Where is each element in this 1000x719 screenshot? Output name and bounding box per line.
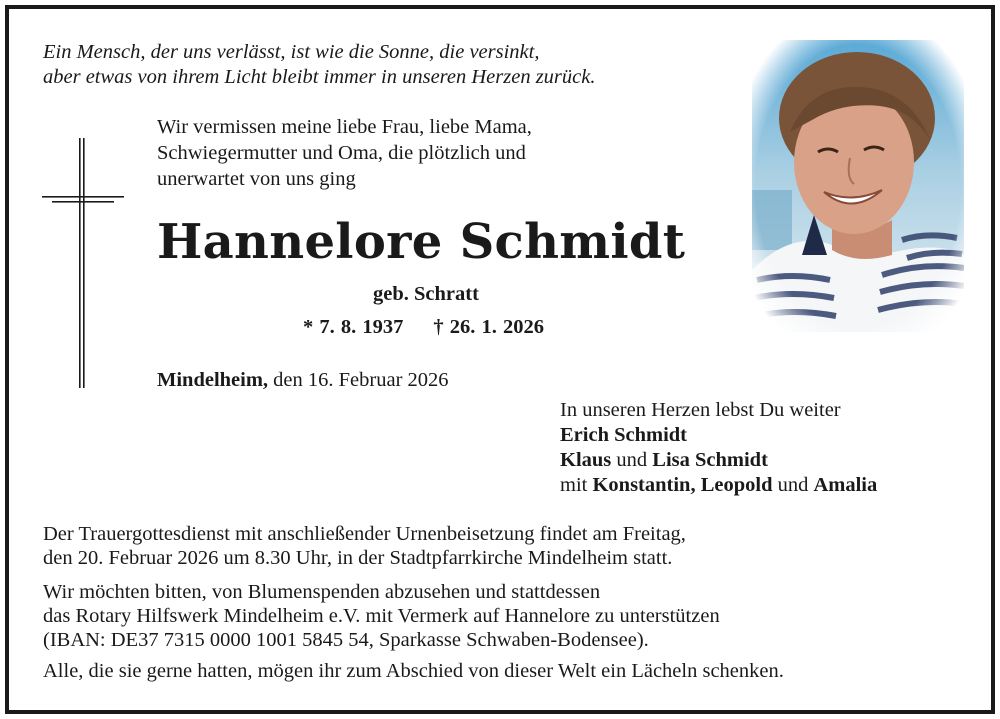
conjunction: und xyxy=(772,474,814,496)
family-member-lisa: Lisa Schmidt xyxy=(652,449,768,471)
conjunction: und xyxy=(611,449,653,471)
family-member-erich: Erich Schmidt xyxy=(560,424,687,446)
motto xyxy=(43,40,595,90)
grandchildren: Konstantin, Leopold xyxy=(592,474,773,496)
grandchild-amalia: Amalia xyxy=(813,474,878,496)
motto-line-1: Ein Mensch, der uns verlässt, ist wie die Sonne, die versinkt, xyxy=(43,41,540,63)
intro-line-3: unerwartet von uns ging xyxy=(157,168,356,190)
closing-line: Alle, die sie gerne hatten, mögen ihr zum Abschied von dieser Welt ein Lächeln schenken. xyxy=(43,660,784,682)
place: Mindelheim, xyxy=(157,369,269,391)
portrait-photo xyxy=(752,40,964,332)
life-dates xyxy=(303,316,544,339)
family-line-1: In unseren Herzen lebst Du weiter xyxy=(560,399,841,421)
place-date xyxy=(157,369,449,392)
intro-line-1: Wir vermissen meine liebe Frau, liebe Mama, xyxy=(157,116,532,138)
date: den 16. Februar 2026 xyxy=(268,369,449,391)
donation-line-3: (IBAN: DE37 7315 0000 1001 5845 54, Sparkasse Schwaben-Bodensee). xyxy=(43,629,649,651)
donation-line-1: Wir möchten bitten, von Blumenspenden abzusehen und stattdessen xyxy=(43,581,601,603)
donation-line-2: das Rotary Hilfswerk Mindelheim e.V. mit Vermerk auf Hannelore zu unterstützen xyxy=(43,605,720,627)
death-date: † 26. 1. 2026 xyxy=(433,316,544,338)
donation-info xyxy=(43,580,720,652)
family-member-klaus: Klaus xyxy=(560,449,612,471)
service-info xyxy=(43,522,686,570)
service-line-1: Der Trauergottesdienst mit anschließender Urnenbeisetzung findet am Freitag, xyxy=(43,523,686,545)
prefix: mit xyxy=(560,474,593,496)
cross-icon xyxy=(40,138,126,390)
intro-text xyxy=(157,114,532,192)
birth-date: * 7. 8. 1937 xyxy=(303,316,404,338)
intro-line-2: Schwiegermutter und Oma, die plötzlich und xyxy=(157,142,526,164)
deceased-name: Hannelore Schmidt xyxy=(157,214,686,270)
family-block xyxy=(560,398,877,498)
maiden-name: geb. Schratt xyxy=(373,283,479,305)
motto-line-2: aber etwas von ihrem Licht bleibt immer in unseren Herzen zurück. xyxy=(43,66,596,88)
service-line-2: den 20. Februar 2026 um 8.30 Uhr, in der Stadtpfarrkirche Mindelheim statt. xyxy=(43,547,673,569)
